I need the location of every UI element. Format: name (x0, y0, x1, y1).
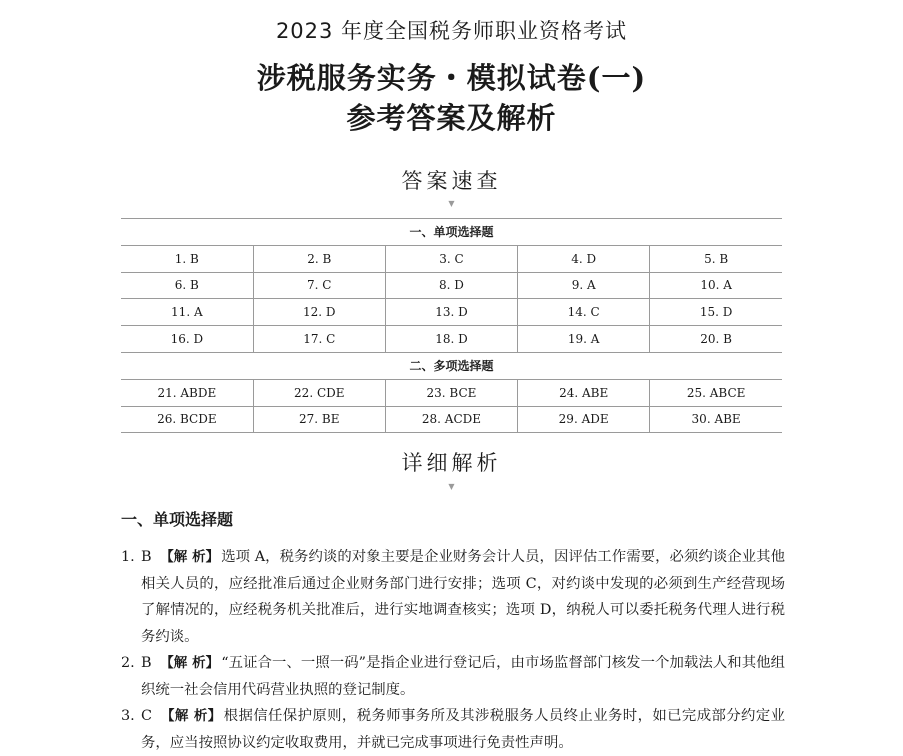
explanation-item (121, 650, 785, 703)
answer-cell: 14. C (518, 299, 650, 326)
details-heading: 详细解析 (401, 451, 502, 475)
explanation-item (121, 544, 785, 650)
explanation-text: “五证合一、一照一码”是指企业进行登记后，由市场监督部门核发一个加载法人和其他组织统一社会信用代码营业执照的登记制度。 (141, 655, 786, 698)
explanation-text: 选项 A，税务约谈的对象主要是企业财务会计人员，因评估工作需要，必须约谈企业其他相关人员的，应经批准后通过企业财务部门进行安排；选项 C，对约谈中发现的必须到生产经营现场了解情况的，应经税务机关批准后，进行实地调查核实；选项 D，纳税人可以委托税务代理人进行税务约谈。 (141, 549, 786, 645)
answer-cell: 16. D (121, 326, 253, 353)
answer-cell: 2. B (253, 245, 385, 272)
answer-cell: 10. A (650, 272, 782, 299)
answer-cell: 20. B (650, 326, 782, 353)
answer-cell: 19. A (518, 326, 650, 353)
answer-cell: 18. D (385, 326, 517, 353)
question-number: 2. (121, 655, 135, 671)
answer-cell: 22. CDE (253, 379, 385, 406)
quick-answers-table (121, 218, 782, 433)
part-heading-single-choice: 一、单项选择题 (121, 510, 234, 529)
answer-cell: 13. D (385, 299, 517, 326)
answer-cell: 23. BCE (385, 379, 517, 406)
analysis-tag: 【解 析】 (160, 549, 220, 565)
table-row (121, 245, 782, 272)
answer-cell: 12. D (253, 299, 385, 326)
answer-cell: 5. B (650, 245, 782, 272)
answer-letter: B (141, 655, 152, 671)
answer-cell: 6. B (121, 272, 253, 299)
answer-cell: 15. D (650, 299, 782, 326)
table-row (121, 379, 782, 406)
answer-cell: 1. B (121, 245, 253, 272)
paper-title: 涉税服务实务・模拟试卷(一) (256, 61, 647, 95)
explanation-list (121, 544, 785, 756)
explanation-item (121, 703, 785, 756)
table-row (121, 272, 782, 299)
answer-cell: 25. ABCE (650, 379, 782, 406)
answer-cell: 26. BCDE (121, 406, 253, 433)
table-row (121, 406, 782, 433)
answer-cell: 11. A (121, 299, 253, 326)
answer-group-header-row (121, 352, 782, 379)
answer-cell: 29. ADE (518, 406, 650, 433)
answer-cell: 3. C (385, 245, 517, 272)
answer-group-label: 二、多项选择题 (121, 352, 782, 379)
answer-group-header-row (121, 219, 782, 246)
answer-group-label: 一、单项选择题 (121, 219, 782, 246)
answer-cell: 27. BE (253, 406, 385, 433)
table-row (121, 326, 782, 353)
quick-answers-heading: 答案速查 (401, 169, 502, 193)
answer-title: 参考答案及解析 (346, 101, 557, 135)
answer-cell: 4. D (518, 245, 650, 272)
answer-cell: 7. C (253, 272, 385, 299)
analysis-tag: 【解 析】 (160, 708, 222, 724)
heading-marker-icon: ▼ (448, 199, 455, 208)
answer-cell: 8. D (385, 272, 517, 299)
table-row (121, 299, 782, 326)
heading-marker-icon: ▼ (448, 482, 455, 491)
question-number: 3. (121, 708, 135, 724)
explanation-text: 根据信任保护原则，税务师事务所及其涉税服务人员终止业务时，如已完成部分约定业务，应当按照协议约定收取费用，并就已完成事项进行免责性声明。 (141, 708, 785, 751)
answer-cell: 9. A (518, 272, 650, 299)
answer-cell: 21. ABDE (121, 379, 253, 406)
answer-cell: 30. ABE (650, 406, 782, 433)
question-number: 1. (121, 549, 135, 565)
answer-cell: 24. ABE (518, 379, 650, 406)
answer-cell: 28. ACDE (385, 406, 517, 433)
analysis-tag: 【解 析】 (160, 655, 220, 671)
answer-letter: B (141, 549, 152, 565)
answer-letter: C (141, 708, 153, 724)
answer-cell: 17. C (253, 326, 385, 353)
exam-title: 2023 年度全国税务师职业资格考试 (275, 19, 628, 43)
